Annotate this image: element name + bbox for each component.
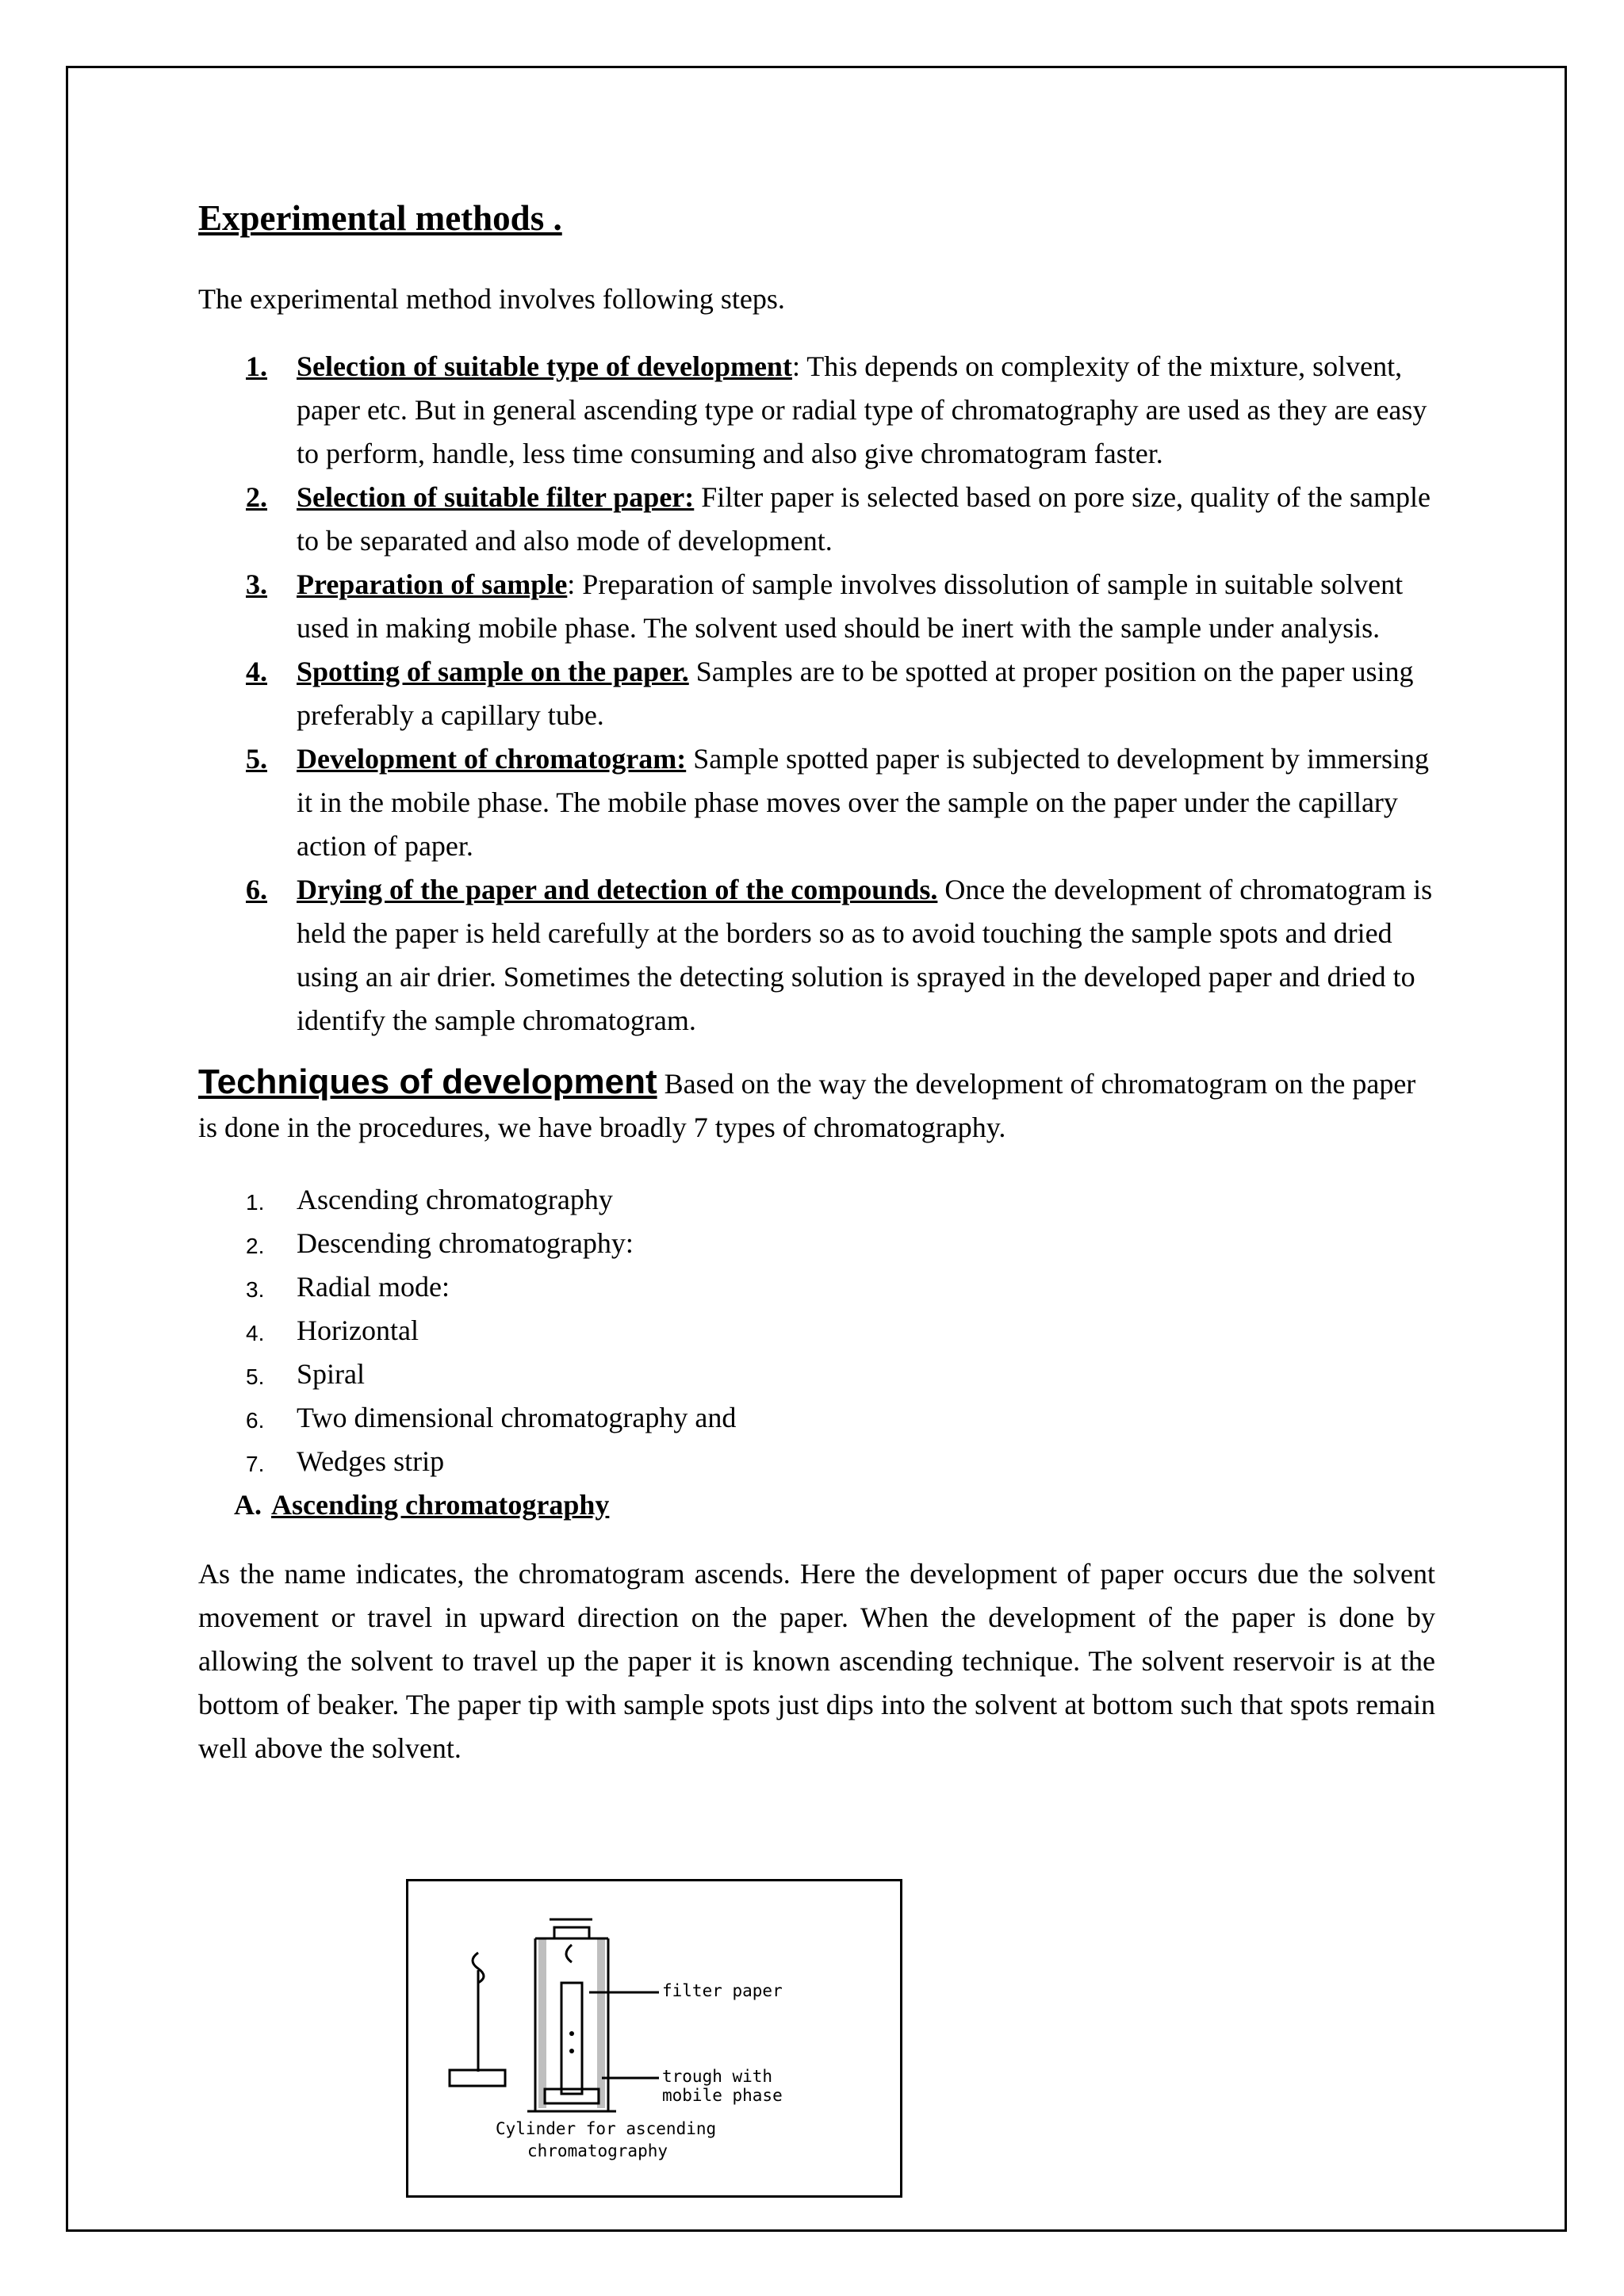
step-item [198,563,1435,650]
type-number: 1. [246,1190,265,1215]
type-number: 2. [246,1234,265,1258]
step-number: 5. [246,743,267,775]
trough [545,2089,599,2103]
type-label: Horizontal [297,1314,419,1346]
type-item [198,1440,1435,1483]
sample-spot [569,2031,574,2036]
subsection-letter: A. [234,1489,262,1521]
step-item [198,737,1435,868]
step-text: Once the development of chromatogram is held the paper is held carefully at the borders so as to avoid touching the sample spots and dried using an air drier. Sometimes the detecting solution is sprayed in the developed paper and dried to identify the sample chromatogram. [297,874,1433,1036]
type-item [198,1309,1435,1353]
type-item [198,1396,1435,1440]
filter-paper-strip [561,1983,582,2094]
step-text: Samples are to be spotted at proper position on the paper using preferably a capillary tube. [297,656,1414,731]
subsection-title: Ascending chromatography [271,1489,610,1521]
sample-spot [569,2049,574,2053]
figure-caption-line2: chromatography [527,2141,668,2160]
type-number: 4. [246,1321,265,1345]
step-item [198,650,1435,737]
label-filter-paper: filter paper [662,1981,783,2000]
document-body [198,194,1435,1799]
type-label: Wedges strip [297,1445,445,1477]
ascending-chromatography-figure [406,1879,902,2198]
step-item [198,476,1435,563]
step-lead: Selection of suitable filter paper: [297,481,695,513]
step-text: : Preparation of sample involves dissolution of sample in suitable solvent used in making mobile phase. The solvent used should be inert with the sample under analysis. [297,568,1404,644]
step-number: 1. [246,350,267,382]
label-trough-line1: trough with [662,2067,773,2086]
step-text: Sample spotted paper is subjected to development by immersing it in the mobile phase. The mobile phase moves over the sample on the paper under the capillary action of paper. [297,743,1430,862]
type-label: Radial mode: [297,1271,450,1303]
type-number: 6. [246,1408,265,1433]
type-label: Two dimensional chromatography and [297,1402,737,1433]
type-item [198,1265,1435,1309]
types-list [198,1178,1435,1483]
cylinder-stopper [554,1927,589,1938]
type-item [198,1222,1435,1265]
type-item [198,1178,1435,1222]
step-lead: Drying of the paper and detection of the compounds. [297,874,938,905]
figure-caption-line1: Cylinder for ascending [496,2119,717,2138]
step-item [198,345,1435,476]
type-item [198,1353,1435,1396]
step-number: 3. [246,568,267,600]
step-lead: Preparation of sample [297,568,568,600]
type-label: Ascending chromatography [297,1184,613,1215]
label-trough-line2: mobile phase [662,2086,783,2105]
type-number: 7. [246,1452,265,1476]
techniques-heading: Techniques of development [198,1062,657,1101]
small-trough [450,2070,505,2086]
step-text: : This depends on complexity of the mixture, solvent, paper etc. But in general ascending type or radial type of chromatography are used as they are easy to perform, handle, less time consuming and also give chromatogram faster. [297,350,1427,469]
step-number: 4. [246,656,267,687]
step-lead: Development of chromatogram: [297,743,687,775]
techniques-paragraph [198,1060,1435,1150]
type-number: 3. [246,1277,265,1302]
step-number: 6. [246,874,267,905]
type-number: 5. [246,1364,265,1389]
intro-text: The experimental method involves following steps. [198,283,785,315]
type-label: Descending chromatography: [297,1227,634,1259]
subsection-heading [234,1483,1435,1527]
step-text: Filter paper is selected based on pore size, quality of the sample to be separated and also mode of development. [297,481,1431,557]
section-title: Experimental methods . [198,198,562,238]
techniques-text: Based on the way the development of chromatogram on the paper is done in the procedures, we have broadly 7 types of chromatography. [198,1068,1416,1143]
step-lead: Selection of suitable type of development [297,350,792,382]
step-item [198,868,1435,1043]
step-lead: Spotting of sample on the paper. [297,656,689,687]
type-label: Spiral [297,1358,365,1390]
steps-list [198,345,1435,1043]
step-number: 2. [246,481,267,513]
ascending-paragraph: As the name indicates, the chromatogram ascends. Here the development of paper occurs due the solvent movement or travel in upward direction on the paper. When the development of the paper is done by allowing the solvent to travel up the paper it is known ascending technique. The solvent reservoir is at the bottom of beaker. The paper tip with sample spots just dips into the solvent at bottom such that spots remain well above the solvent. [198,1558,1435,1764]
